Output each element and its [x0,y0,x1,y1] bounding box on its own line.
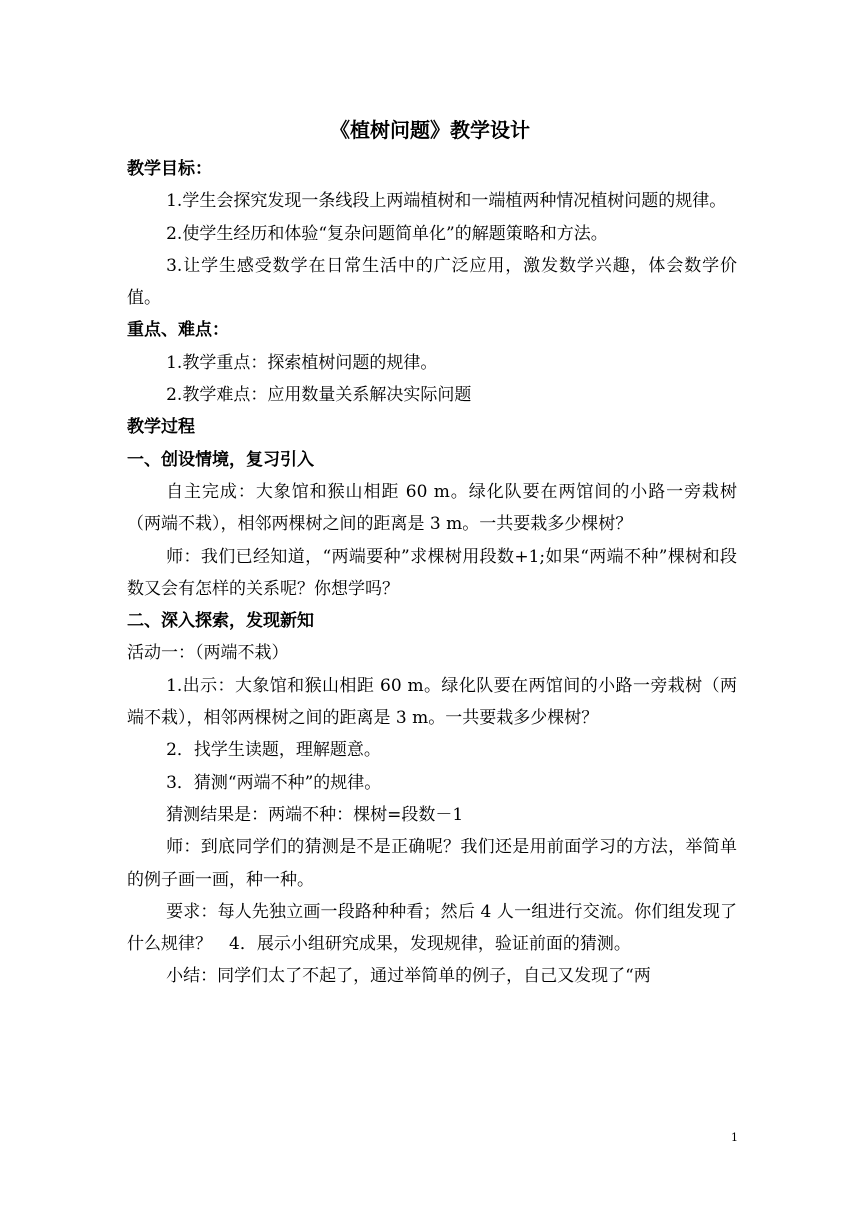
section-heading-process: 教学过程 [127,417,195,438]
paragraph: 2.使学生经历和体验“复杂问题简单化”的解题策略和方法。 [166,223,608,244]
section-heading-objectives: 教学目标： [127,159,212,179]
paragraph: 3.让学生感受数学在日常生活中的广泛应用，激发数学兴趣，体会数学价值。 [127,255,737,309]
paragraph: 师：到底同学们的猜测是不是正确呢？我们还是用前面学习的方法，举简单的例子画一画，种一种。 [127,837,737,890]
page-number: 1 [731,1131,738,1144]
paragraph: 1.学生会探究发现一条线段上两端植树和一端植两种情况植树问题的规律。 [166,191,727,212]
paragraph: 小结：同学们太了不起了，通过举简单的例子，自己又发现了“两 [166,966,651,987]
paragraph: 1.出示：大象馆和猴山相距 60 m。绿化队要在两馆间的小路一旁栽树（两端不栽），相邻两棵树之间的距离是 3 m。一共要栽多少棵树？ [127,675,737,729]
paragraph: 2.教学难点：应用数量关系解决实际问题 [166,385,472,406]
section-heading-part-two: 二、深入探索，发现新知 [127,611,314,632]
paragraph: 师：我们已经知道，“两端要种”求棵树用段数+1;如果“两端不种”棵树和段数又会有怎样的关系呢？你想学吗？ [127,546,737,599]
paragraph: 猜测结果是：两端不种：棵树=段数－1 [166,804,464,825]
paragraph: 1.教学重点：探索植树问题的规律。 [166,352,438,373]
section-heading-key-points: 重点、难点： [127,320,229,341]
document-body [127,153,737,993]
paragraph: 3．猜测“两端不种”的规律。 [166,772,382,793]
activity-label: 活动一：（两端不栽） [127,643,289,664]
paragraph: 要求：每人先独立画一段路种种看；然后 4 人一组进行交流。你们组发现了什么规律？ 4．展示小组研究成果，发现规律，验证前面的猜测。 [127,901,737,955]
section-heading-part-one: 一、创设情境，复习引入 [127,449,314,470]
document-title: 《植树问题》教学设计 [330,118,530,142]
paragraph: 2．找学生读题，理解题意。 [166,740,381,761]
paragraph: 自主完成：大象馆和猴山相距 60 m。绿化队要在两馆间的小路一旁栽树（两端不栽），相邻两棵树之间的距离是 3 m。一共要栽多少棵树？ [127,481,737,535]
